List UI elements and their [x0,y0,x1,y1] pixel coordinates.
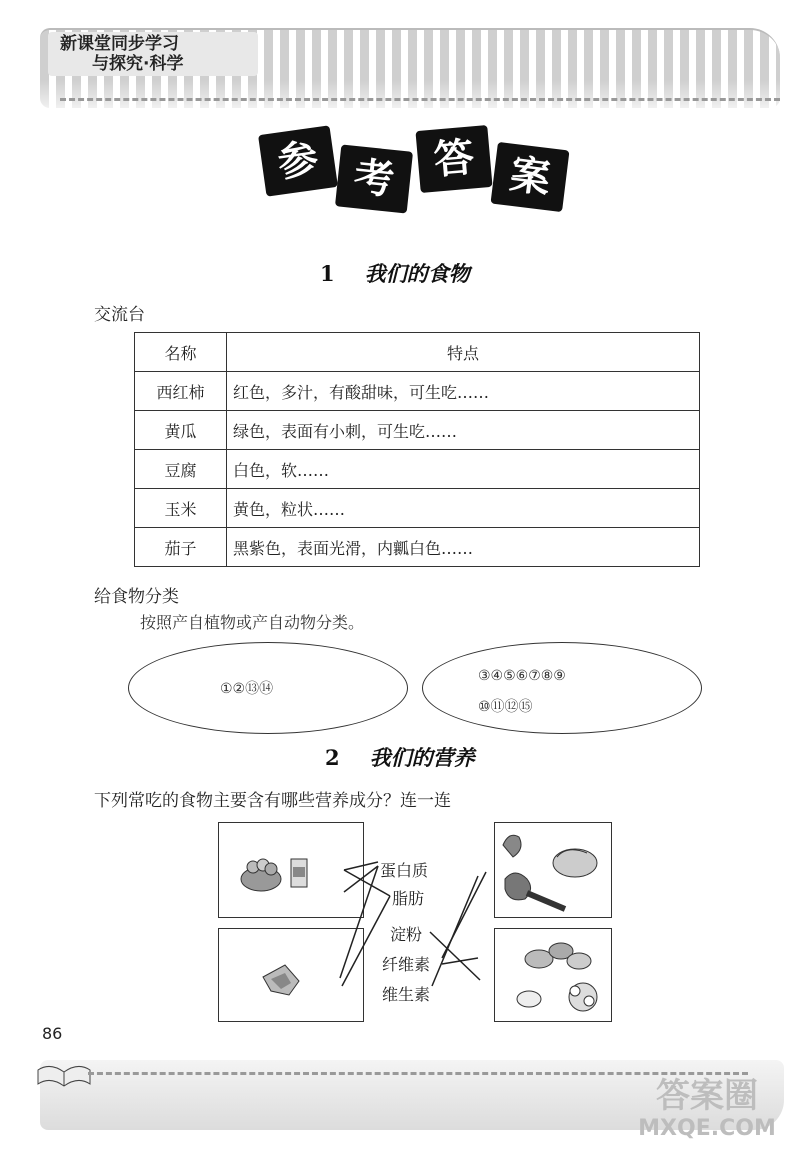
table-cell-name: 豆腐 [135,450,227,489]
classify-instruction: 按照产自植物或产自动物分类。 [140,613,365,632]
plant-group-items: ①②⑬⑭ [220,681,274,697]
table-cell-feature: 红色，多汁，有酸甜味，可生吃…… [227,372,700,411]
animal-group-items-line2: ⑩⑪⑫⑮ [478,699,533,715]
footer-dashed-rule [88,1072,748,1075]
book-icon [34,1040,94,1090]
animal-group-items-line1: ③④⑤⑥⑦⑧⑨ [478,668,566,684]
section2-title-text: 我们的营养 [369,745,475,770]
table-cell-name: 西红柿 [135,372,227,411]
table-cell-feature: 黑紫色，表面光滑，内瓤白色…… [227,528,700,567]
nutrient-fiber: 纤维素 [382,955,431,974]
title-tile-1: 参 [258,125,338,196]
watermark [622,1076,792,1142]
table-cell-name: 茄子 [135,528,227,567]
section1-subhead-exchange: 交流台 [94,305,145,325]
section1-title-text: 我们的食物 [364,261,470,286]
section1-subhead-classify: 给食物分类 [94,587,179,607]
title-tile-2: 考 [335,144,413,213]
title-tile-3: 答 [415,125,492,193]
table-cell-name: 黄瓜 [135,411,227,450]
table-cell-name: 玉米 [135,489,227,528]
nutrient-vitamin: 维生素 [382,985,431,1004]
table-cell-feature: 黄色，粒状…… [227,489,700,528]
title-tile-4: 案 [490,142,569,212]
watermark-line1: 答案圈 [656,1076,758,1116]
table-cell-feature: 白色，软…… [227,450,700,489]
nutrient-fat: 脂肪 [392,889,425,908]
section1-number: 1 [320,261,335,286]
section2-number: 2 [325,745,340,770]
series-title-line1: 新课堂同步学习 [60,34,179,54]
nutrient-protein: 蛋白质 [380,861,429,880]
page-number: 86 [42,1024,63,1043]
table-cell-feature: 绿色，表面有小刺，可生吃…… [227,411,700,450]
watermark-line2: MXQE.COM [638,1116,776,1141]
table-header-feature: 特点 [227,333,700,372]
series-title-line2: 与探究·科学 [92,54,184,74]
section2-question: 下列常吃的食物主要含有哪些营养成分？连一连 [94,791,451,811]
table-header-name: 名称 [135,333,227,372]
nutrient-starch: 淀粉 [390,925,423,944]
